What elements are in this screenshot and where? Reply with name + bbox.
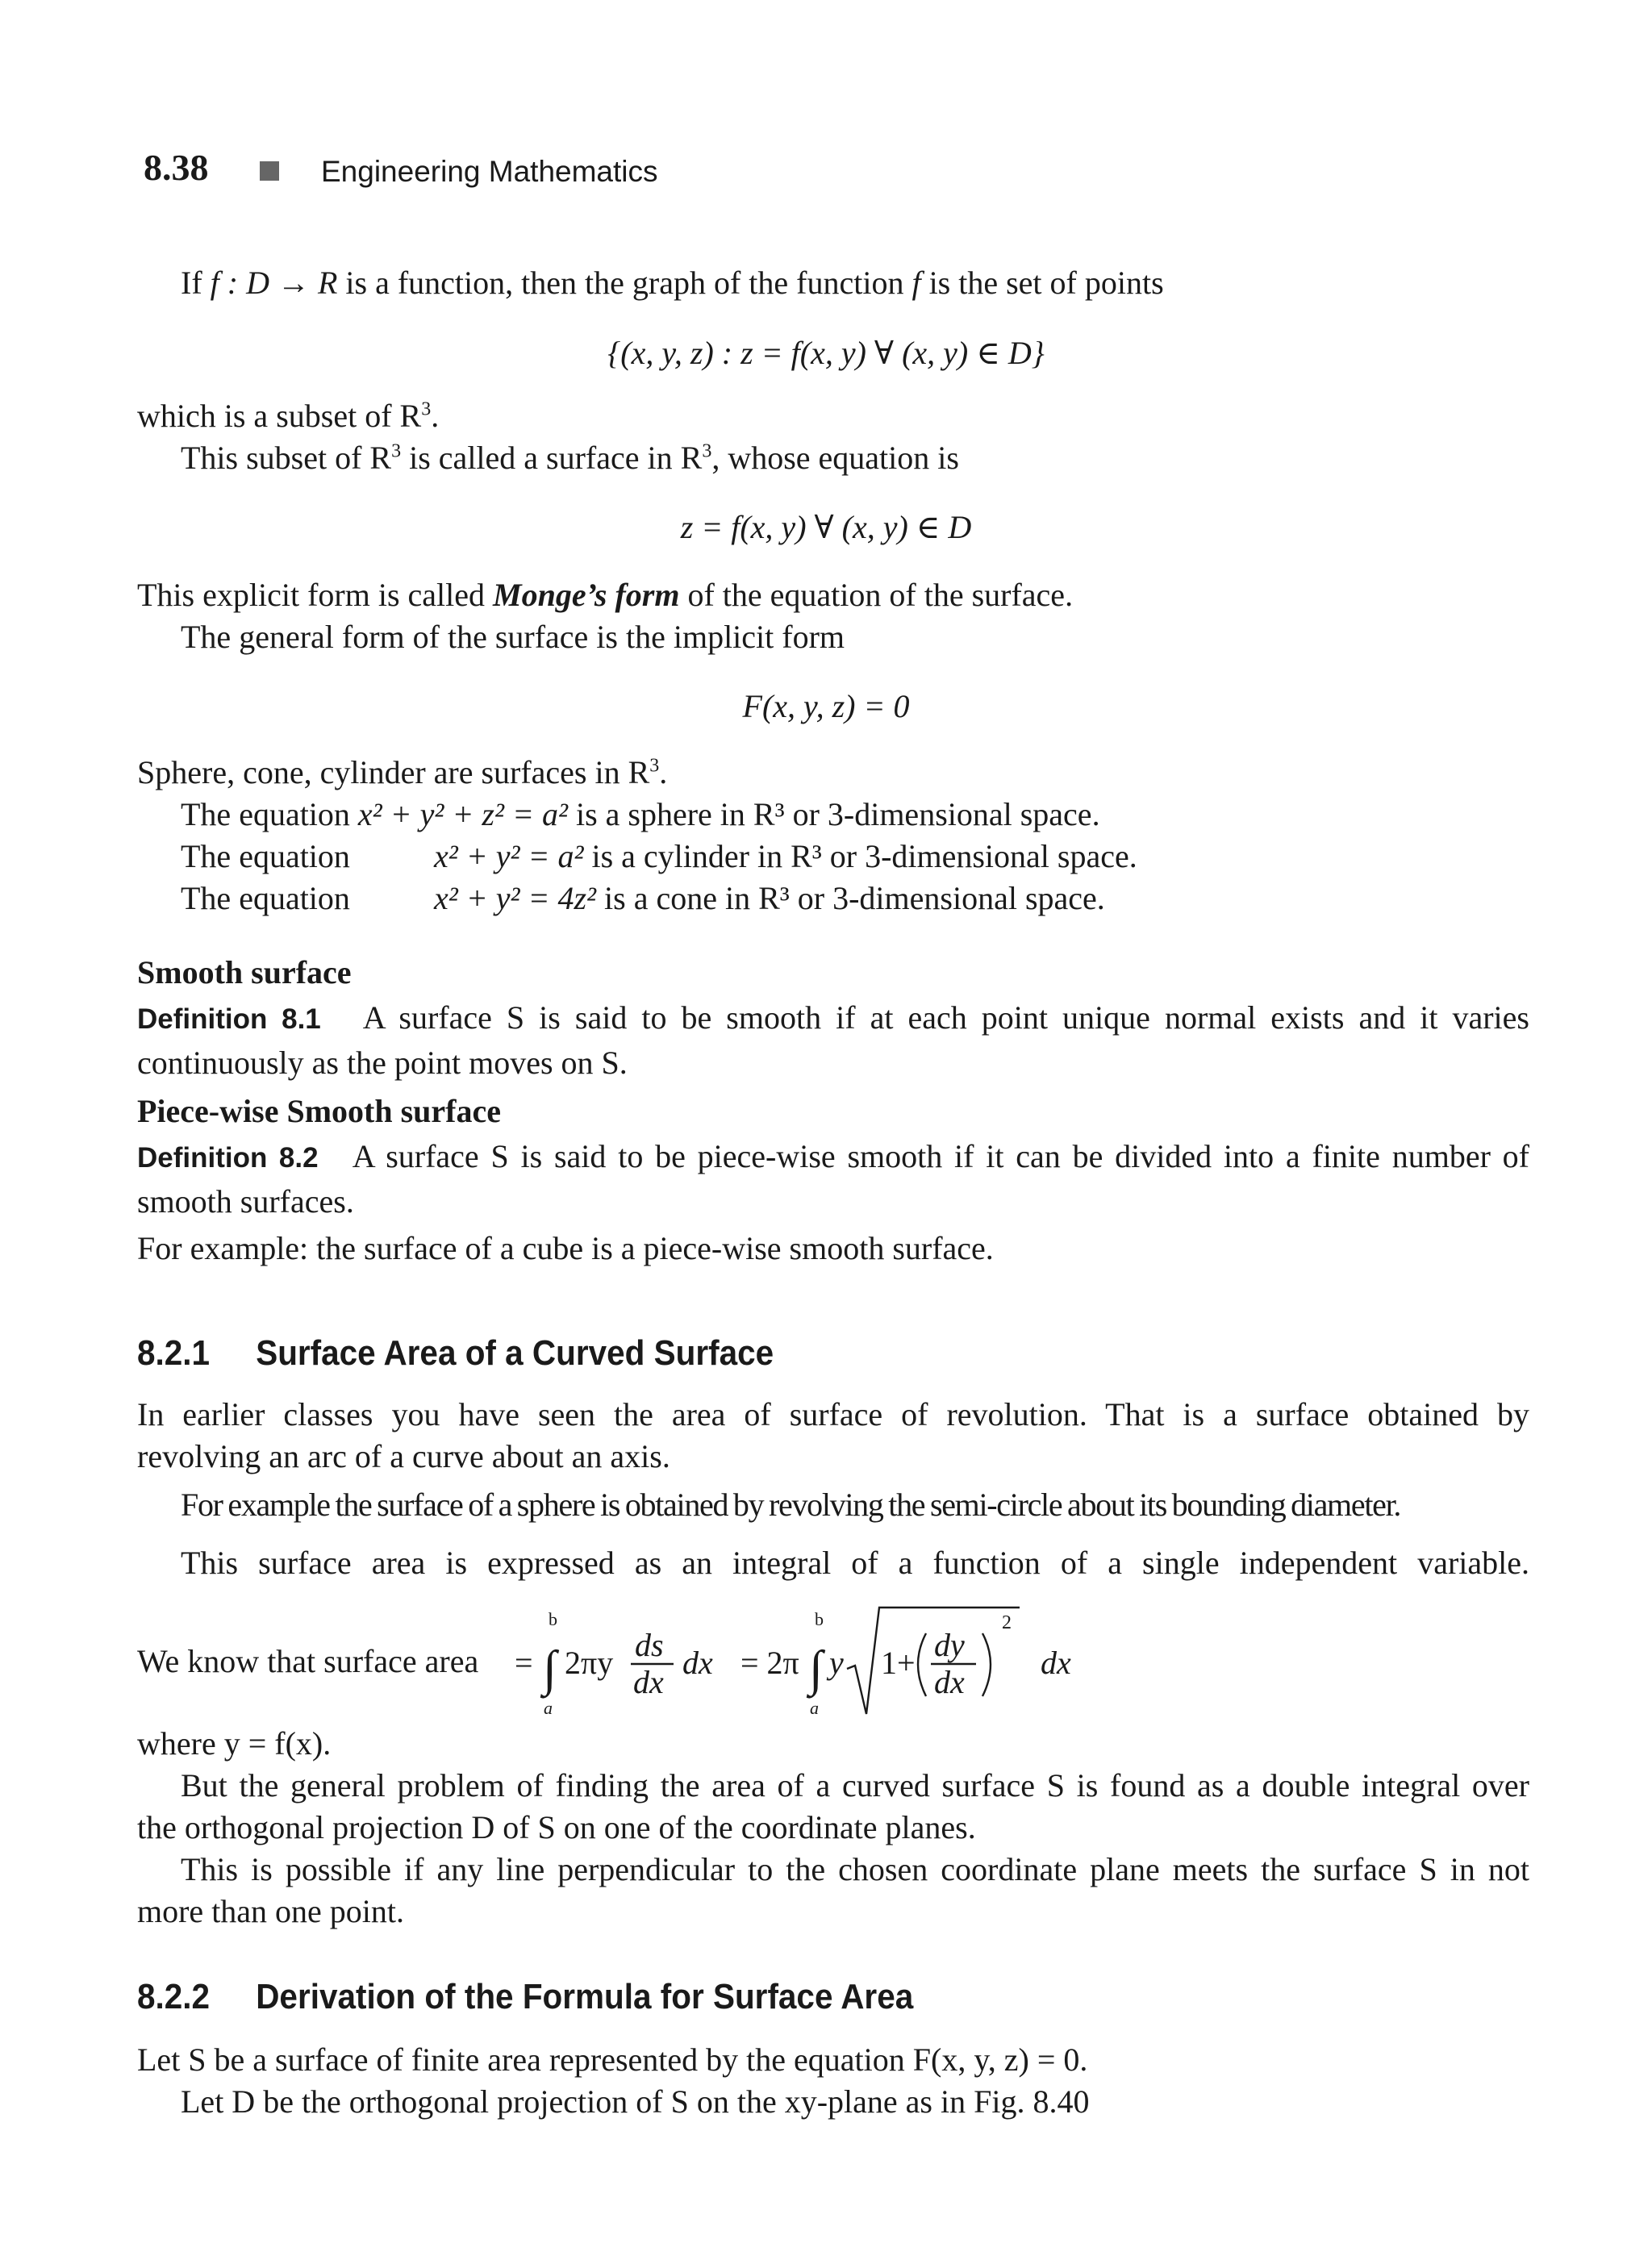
section-8-2-1-heading: 8.2.1 Surface Area of a Curved Surface xyxy=(137,1333,774,1373)
example-cone-eq: x² + y² = 4z² is a cone in R³ or 3-dimensional space. xyxy=(434,880,1105,916)
formula-lower-limit-1: a xyxy=(544,1698,553,1718)
intro-line-1: If f : D → R is a function, then the graph of the function f is the set of points xyxy=(181,265,1164,301)
left-paren xyxy=(918,1633,926,1696)
section-8-2-1-p1-line-1: In earlier classes you have seen the area of surface of revolution. That is a surface obtained by xyxy=(137,1396,1529,1432)
formula-dx-denominator: dx xyxy=(633,1664,664,1700)
intro-line-5: The general form of the surface is the implicit form xyxy=(181,619,845,655)
intro-line-6: Sphere, cone, cylinder are surfaces in $R^3$. xyxy=(137,754,668,790)
piecewise-heading: Piece-wise Smooth surface xyxy=(137,1093,501,1129)
section-8-2-1-p3: This surface area is expressed as an integral of a function of a single independent variable. xyxy=(181,1545,1529,1581)
integral-sign-1: ∫ xyxy=(543,1641,557,1696)
formula-ds: ds xyxy=(635,1627,664,1663)
formula-lead: We know that surface area xyxy=(137,1643,479,1679)
integral-sign-2: ∫ xyxy=(809,1641,823,1696)
header-square-bullet xyxy=(260,161,279,181)
formula-two-pi-y: 2πy xyxy=(565,1645,614,1681)
section-8-2-1-p5-line-2: more than one point. xyxy=(137,1893,405,1929)
formula-dx-2: dx xyxy=(1041,1645,1071,1681)
formula-equals-1: = xyxy=(515,1645,533,1681)
running-title: Engineering Mathematics xyxy=(321,155,658,188)
formula-upper-limit-2: b xyxy=(815,1609,824,1629)
section-8-2-2-line-1: Let S be a surface of finite area represented by the equation F(x, y, z) = 0. xyxy=(137,2041,1088,2078)
definition-8-2-line-2: smooth surfaces. xyxy=(137,1183,354,1220)
where-line: where y = f(x). xyxy=(137,1725,332,1762)
definition-8-1-line-2: continuously as the point moves on S. xyxy=(137,1045,628,1081)
monge-equation: z = f(x, y) ∀ (x, y) ∈ D xyxy=(680,509,972,545)
right-paren xyxy=(982,1633,991,1696)
definition-8-2-line-1: Definition 8.2 A surface S is said to be piece-wise smooth if it can be divided into a finite number of xyxy=(137,1138,1530,1174)
surface-area-formula xyxy=(137,1601,1105,1730)
piecewise-example: For example: the surface of a cube is a piece-wise smooth surface. xyxy=(137,1230,994,1266)
graph-set-equation: {(x, y, z) : z = f(x, y) ∀ (x, y) ∈ D} xyxy=(607,335,1045,371)
formula-dy: dy xyxy=(934,1627,965,1663)
section-8-2-2-heading: 8.2.2 Derivation of the Formula for Surface Area xyxy=(137,1977,914,2016)
formula-y: y xyxy=(829,1645,844,1681)
implicit-equation: F(x, y, z) = 0 xyxy=(742,688,910,724)
page-number: 8.38 xyxy=(144,147,209,188)
section-8-2-1-p4-line-2: the orthogonal projection D of S on one of the coordinate planes. xyxy=(137,1809,976,1845)
section-8-2-1-p1-line-2: revolving an arc of a curve about an axis. xyxy=(137,1438,670,1474)
example-sphere: The equation x² + y² + z² = a² is a sphere in R³ or 3-dimensional space. xyxy=(181,796,1100,832)
intro-line-2: which is a subset of $R^3$. xyxy=(137,398,440,434)
definition-8-1-line-1: Definition 8.1 A surface S is said to be smooth if at each point unique normal exists and it varies xyxy=(137,999,1529,1036)
formula-one-plus: 1+ xyxy=(881,1645,916,1681)
formula-upper-limit-1: b xyxy=(549,1609,557,1629)
formula-dx-denominator-2: dx xyxy=(934,1664,965,1700)
square-root-sign xyxy=(847,1608,1020,1714)
smooth-surface-heading: Smooth surface xyxy=(137,954,352,990)
example-cylinder: The equation xyxy=(181,838,350,874)
intro-line-4: This explicit form is called Monge’s form of the equation of the surface. xyxy=(137,577,1074,613)
example-cone: The equation xyxy=(181,880,350,916)
formula-dx-1: dx xyxy=(682,1645,713,1681)
section-8-2-1-p4-line-1: But the general problem of finding the area of a curved surface S is found as a double integral over xyxy=(181,1767,1529,1804)
section-8-2-1-p2: For example the surface of a sphere is obtained by revolving the semi-circle about its bounding diameter. xyxy=(181,1487,1401,1523)
formula-equals-two-pi: = 2π xyxy=(740,1645,799,1681)
intro-line-3: This subset of $R^3$ is called a surface in $R^3$, whose equation is xyxy=(181,440,959,476)
formula-exponent: 2 xyxy=(1002,1612,1012,1633)
section-8-2-1-p5-line-1: This is possible if any line perpendicular to the chosen coordinate plane meets the surface S in not xyxy=(181,1851,1529,1887)
section-8-2-2-line-2: Let D be the orthogonal projection of S on the xy-plane as in Fig. 8.40 xyxy=(181,2083,1090,2120)
formula-lower-limit-2: a xyxy=(810,1698,819,1718)
example-cylinder-eq: x² + y² = a² is a cylinder in R³ or 3-dimensional space. xyxy=(434,838,1137,874)
